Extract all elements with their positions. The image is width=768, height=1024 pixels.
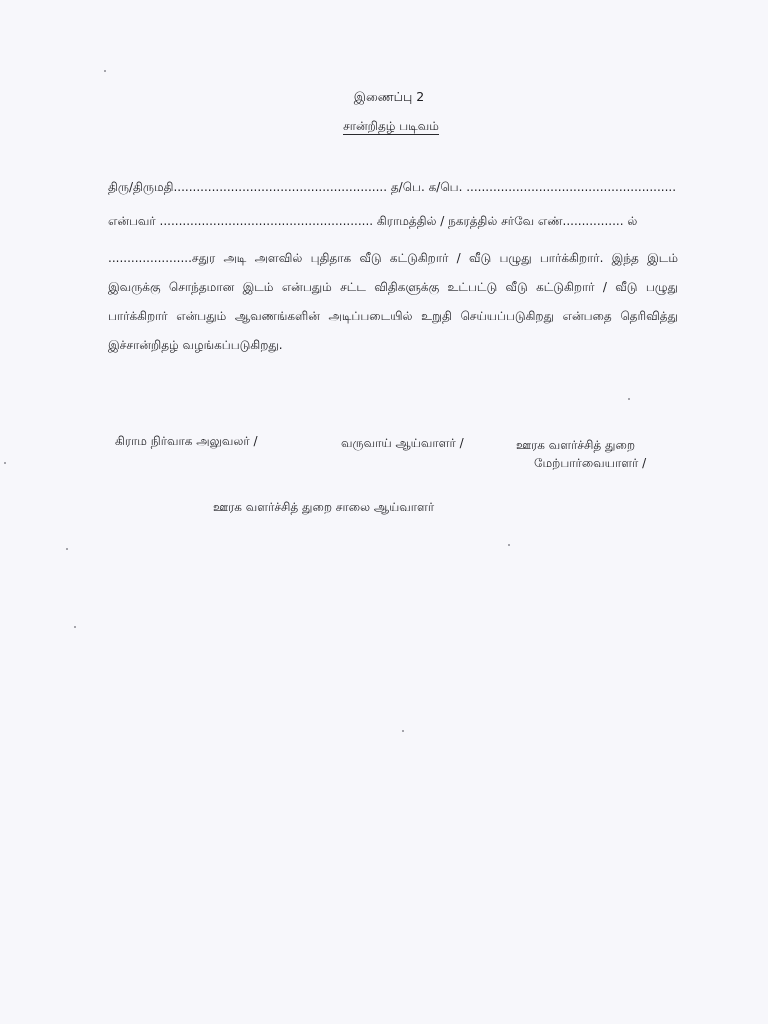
document-title-text: சான்றிதழ் படிவம்: [343, 119, 439, 133]
signatory-village-officer: கிராம நிர்வாக அலுவலர் /: [115, 434, 258, 448]
scan-speck: [74, 626, 76, 628]
name-relation-line: திரு/திருமதி........................................................ த/பெ. க/பெ. .......................................................: [108, 180, 676, 194]
signatory-rural-dev-line1: ஊரக வளர்ச்சித் துறை: [516, 438, 635, 452]
scan-speck: [4, 462, 6, 464]
annex-label: இணைப்பு 2: [353, 89, 425, 104]
signatory-rural-dev-line2: மேற்பார்வையாளர் /: [534, 456, 647, 470]
scan-speck: [66, 548, 68, 550]
signatory-road-inspector: ஊரக வளர்ச்சித் துறை சாலை ஆய்வாளர்: [213, 500, 435, 514]
scan-speck: [628, 398, 630, 400]
scan-speck: [508, 544, 510, 546]
scan-speck: [402, 730, 404, 732]
village-survey-line: என்பவர் ........................................................ கிராமத்தில் / நகரத்தில் சர்வே எண்................ ல்: [108, 214, 638, 228]
scan-speck: [104, 70, 106, 72]
certificate-paragraph: ......................சதுர அடி அளவில் புதிதாக வீடு கட்டுகிறார் / வீடு பழுது பார்க்கிறார். இந்த இடம் இவருக்கு சொந்தமான இடம் என்பதும் சட்ட விதிகளுக்கு உட்பட்டு வீடு கட்டுகிறார் / வீடு பழுது பார்க்கிறார் என்பதும் ஆவணங்களின் அடிப்படையில் உறுதி செய்யப்படுகிறது என்பதை தெரிவித்து இச்சான்றிதழ் வழங்கப்படுகிறது.: [108, 251, 678, 352]
document-title: [0, 119, 768, 135]
signatory-revenue-inspector: வருவாய் ஆய்வாளர் /: [341, 436, 464, 450]
